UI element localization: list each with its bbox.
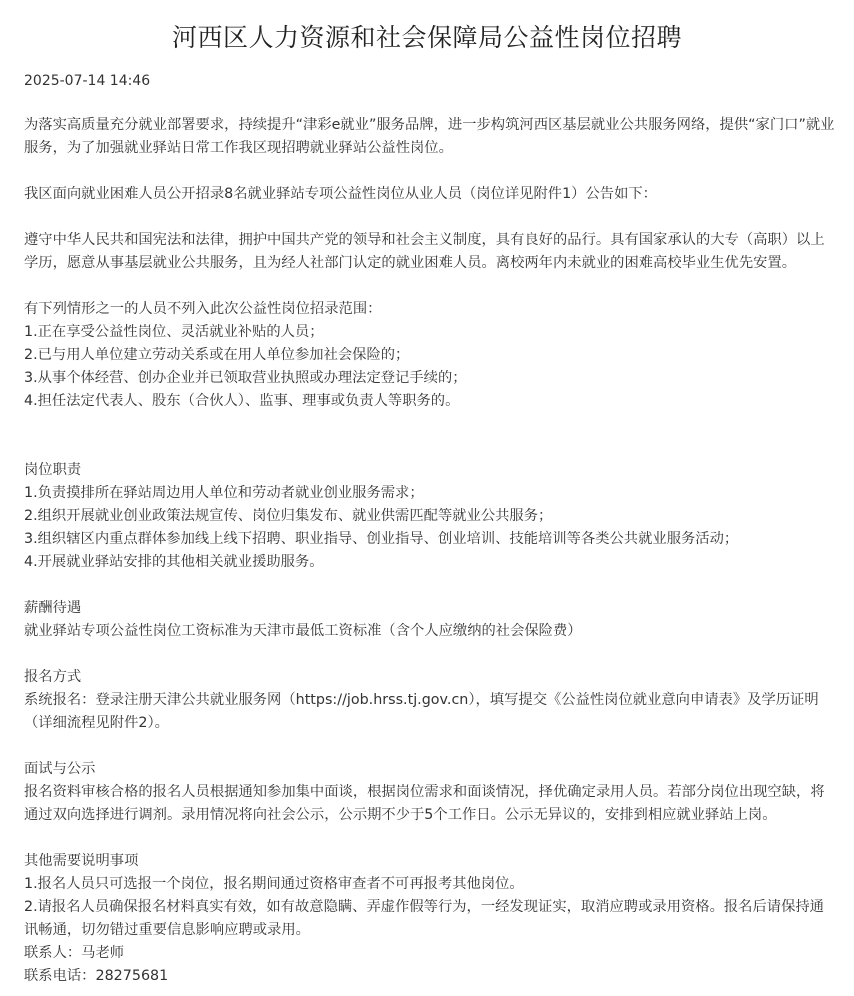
article-body bbox=[24, 114, 838, 988]
salary-text: 就业驿站专项公益性岗位工资标准为天津市最低工资标准（含个人应缴纳的社会保险费） bbox=[24, 623, 582, 639]
requirements-paragraph: 遵守中华人民共和国宪法和法律，拥护中国共产党的领导和社会主义制度，具有良好的品行。具有国家承认的大专（高职）以上学历，愿意从事基层就业公共服务，且为经人社部门认定的就业困难人员。离校两年内未就业的困难高校毕业生优先安置。 bbox=[24, 232, 825, 271]
notes-heading: 其他需要说明事项 bbox=[24, 853, 139, 869]
page-title: 河西区人力资源和社会保障局公益性岗位招聘 bbox=[171, 23, 682, 52]
registration-heading: 报名方式 bbox=[24, 669, 82, 685]
interview-text: 报名资料审核合格的报名人员根据通知参加集中面谈，根据岗位需求和面谈情况，择优确定录用人员。若部分岗位出现空缺，将通过双向选择进行调剂。录用情况将向社会公示，公示期不少于5个工作日。公示无异议的，安排到相应就业驿站上岗。 bbox=[24, 784, 825, 823]
exclusion-item: 3.从事个体经营、创办企业并已领取营业执照或办理法定登记手续的； bbox=[24, 370, 467, 386]
duty-item: 4.开展就业驿站安排的其他相关就业援助服务。 bbox=[24, 554, 324, 570]
note-item: 2.请报名人员确保报名材料真实有效，如有故意隐瞒、弄虚作假等行为，一经发现证实，取消应聘或录用资格。报名后请保持通讯畅通，切勿错过重要信息影响应聘或录用。 bbox=[24, 899, 824, 938]
duty-item: 1.负责摸排所在驿站周边用人单位和劳动者就业创业服务需求； bbox=[24, 485, 424, 501]
registration-text: 系统报名：登录注册天津公共就业服务网（https://job.hrss.tj.gov.cn），填写提交《公益性岗位就业意向申请表》及学历证明（详细流程见附件2）。 bbox=[24, 692, 819, 731]
duties-heading: 岗位职责 bbox=[24, 462, 82, 478]
salary-heading: 薪酬待遇 bbox=[24, 600, 82, 616]
note-item: 1.报名人员只可选报一个岗位，报名期间通过资格审查者不可再报考其他岗位。 bbox=[24, 876, 524, 892]
duty-item: 3.组织辖区内重点群体参加线上线下招聘、职业指导、创业指导、创业培训、技能培训等各类公共就业服务活动； bbox=[24, 531, 739, 547]
exclusion-item: 4.担任法定代表人、股东（合伙人）、监事、理事或负责人等职务的。 bbox=[24, 393, 460, 409]
contact-phone: 联系电话：28275681 bbox=[24, 968, 169, 984]
exclusion-item: 2.已与用人单位建立劳动关系或在用人单位参加社会保险的； bbox=[24, 347, 410, 363]
intro-paragraph: 为落实高质量充分就业部署要求，持续提升“津彩e就业”服务品牌，进一步构筑河西区基层就业公共服务网络，提供“家门口”就业服务，为了加强就业驿站日常工作我区现招聘就业驿站公益性岗位。 bbox=[24, 117, 835, 156]
exclusions-heading: 有下列情形之一的人员不列入此次公益性岗位招录范围： bbox=[24, 301, 382, 317]
exclusion-item: 1.正在享受公益性岗位、灵活就业补贴的人员； bbox=[24, 324, 324, 340]
duty-item: 2.组织开展就业创业政策法规宣传、岗位归集发布、就业供需匹配等就业公共服务； bbox=[24, 508, 553, 524]
interview-heading: 面试与公示 bbox=[24, 761, 96, 777]
publish-date: 2025-07-14 14:46 bbox=[24, 73, 151, 89]
contact-person: 联系人：马老师 bbox=[24, 945, 125, 961]
announcement-paragraph: 我区面向就业困难人员公开招录8名就业驿站专项公益性岗位从业人员（岗位详见附件1）公告如下： bbox=[24, 186, 657, 202]
